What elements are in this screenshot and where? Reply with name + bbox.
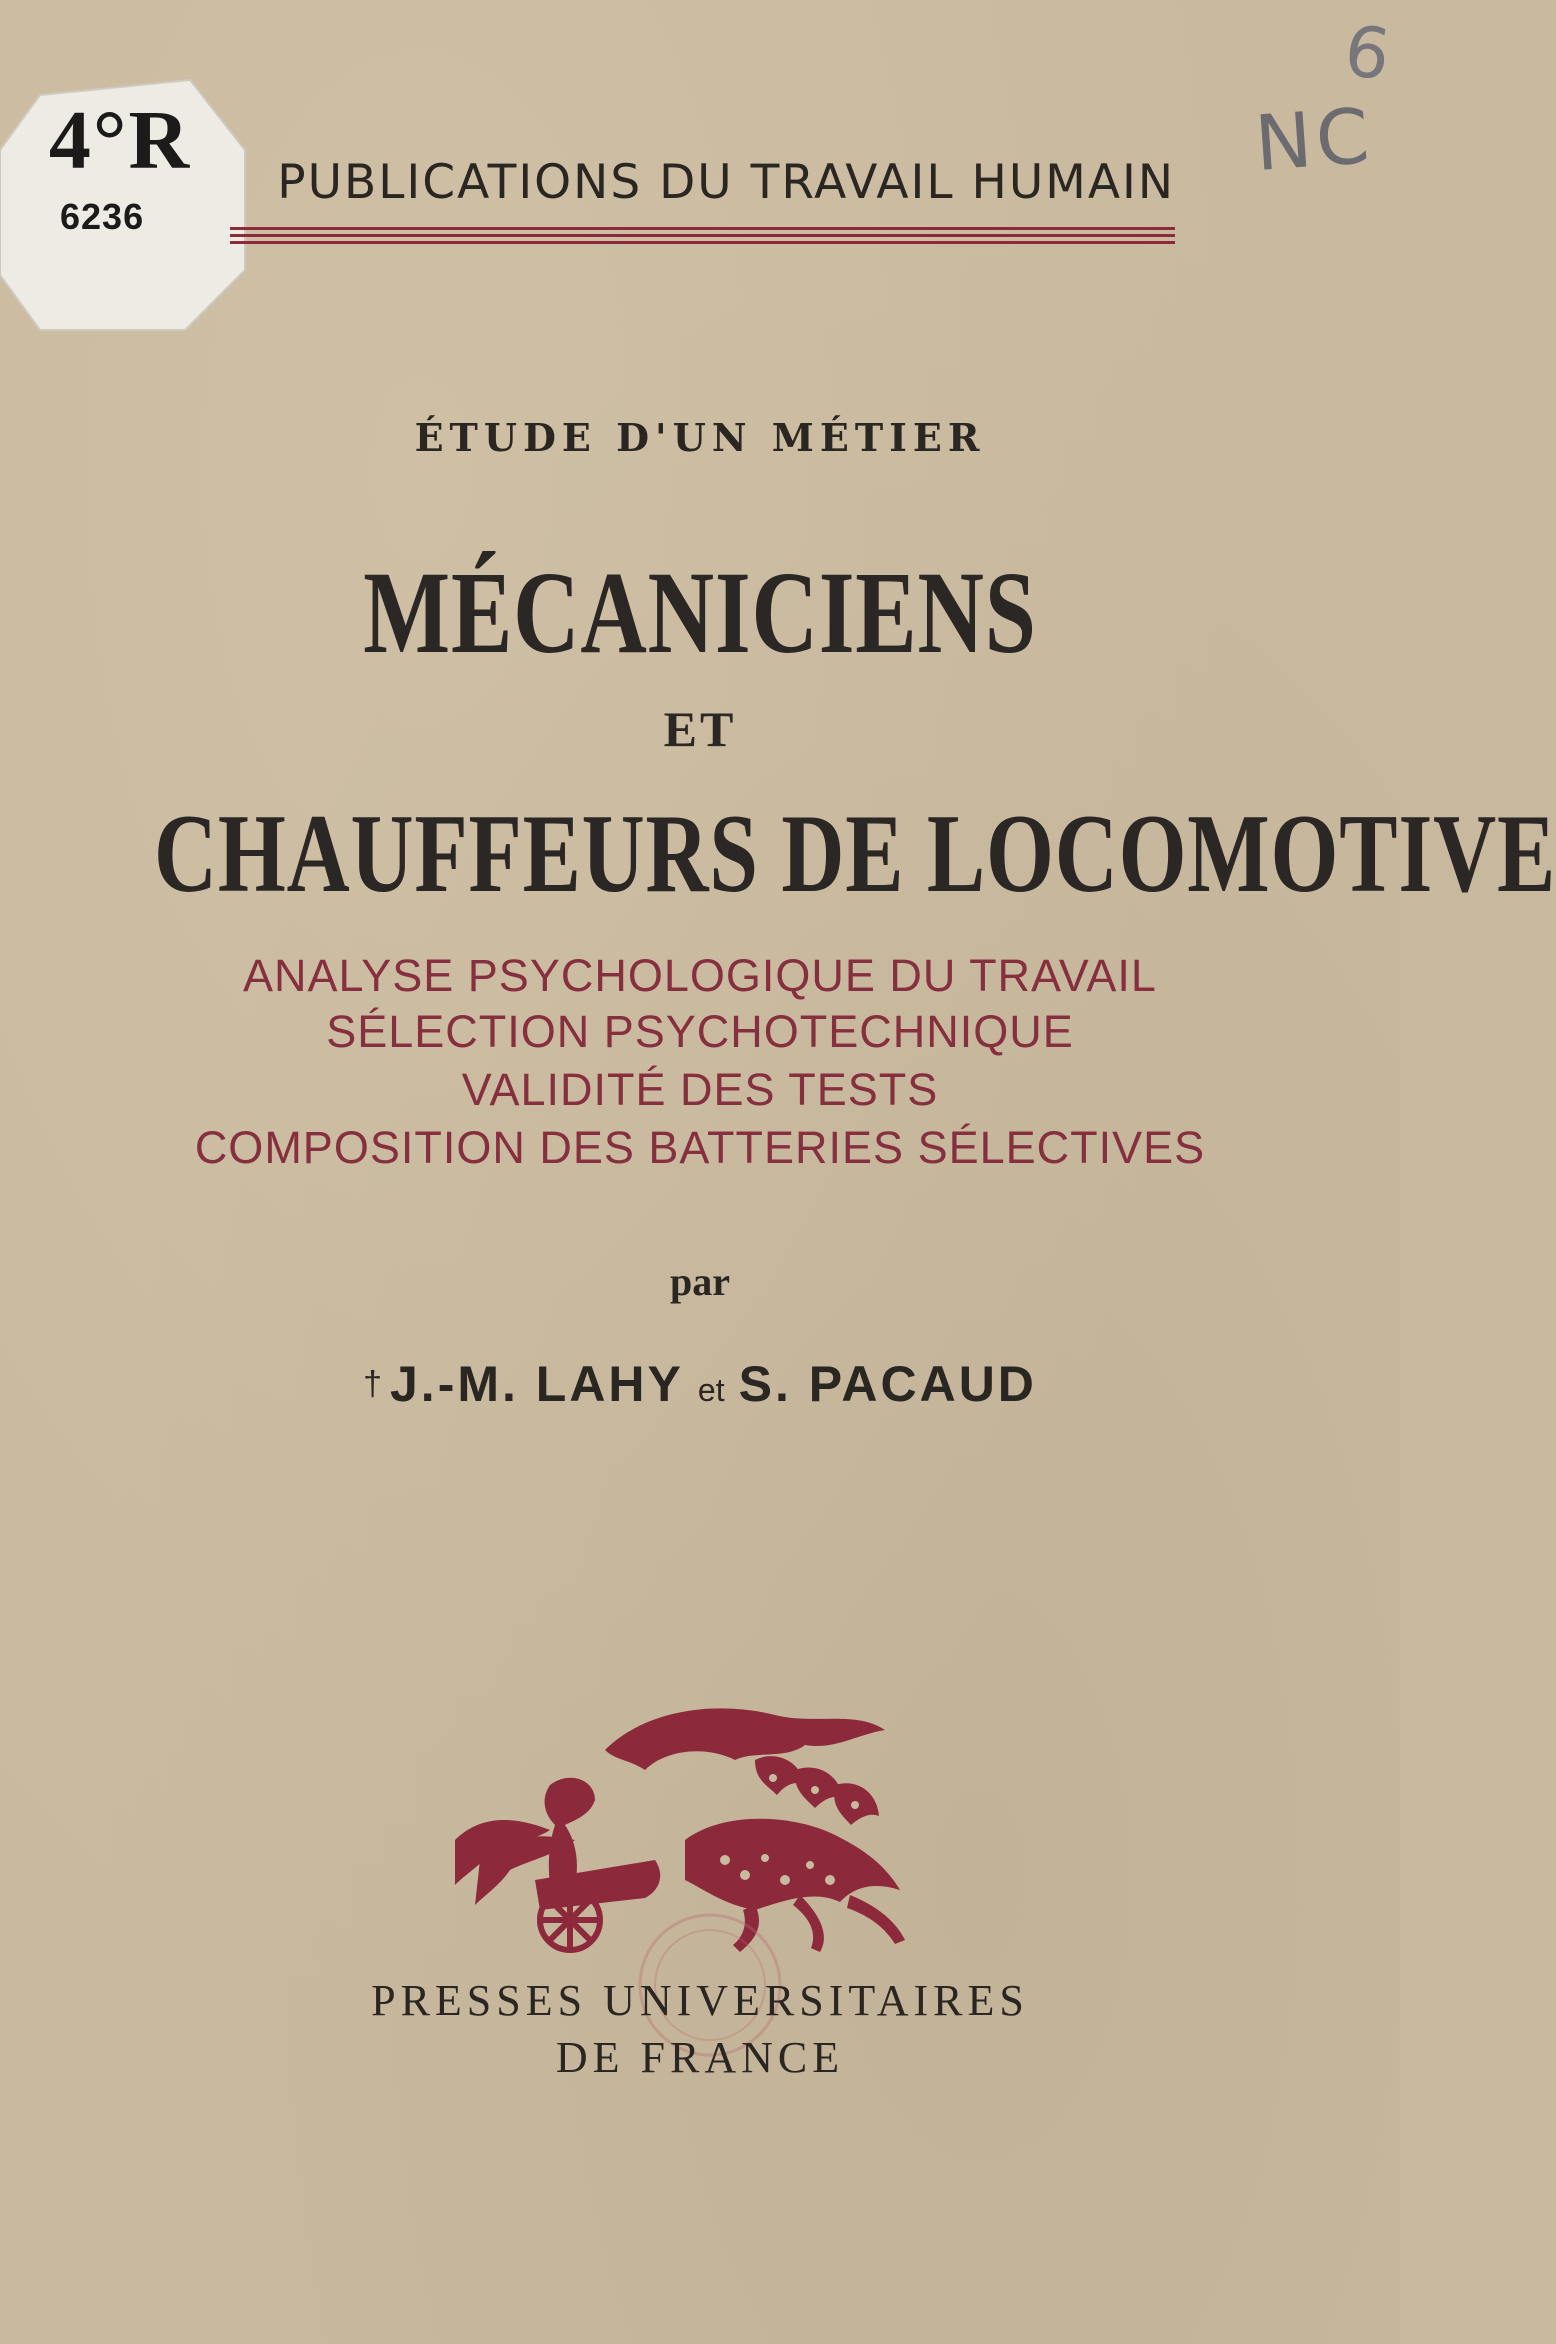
author-name: S. PACAUD xyxy=(738,1356,1037,1412)
series-title: PUBLICATIONS DU TRAVAIL HUMAIN xyxy=(277,155,1175,210)
byline-word: par xyxy=(670,1259,730,1304)
library-call-number: 6236 xyxy=(60,196,145,237)
author-name: J.-M. LAHY xyxy=(390,1356,684,1412)
title-line-1: MÉCANICIENS xyxy=(363,547,1037,678)
author-conjunction: et xyxy=(697,1372,725,1408)
title-line-2: CHAUFFEURS DE LOCOMOTIVE xyxy=(154,792,1556,916)
title-conjunction: ET xyxy=(663,701,737,757)
subtitle-line: VALIDITÉ DES TESTS xyxy=(461,1064,939,1115)
subtitle-line: SÉLECTION PSYCHOTECHNIQUE xyxy=(326,1006,1074,1057)
authors-line xyxy=(0,1355,1400,1413)
dagger-mark: † xyxy=(363,1365,382,1403)
publisher-name-line-2: DE FRANCE xyxy=(555,2033,845,2082)
publisher-name-line-1: PRESSES UNIVERSITAIRES xyxy=(371,1976,1029,2025)
handwritten-digit: 6 xyxy=(1339,9,1396,97)
series-rule-divider xyxy=(230,225,1175,247)
kicker-heading: ÉTUDE D'UN MÉTIER xyxy=(414,415,986,460)
subtitle-line: COMPOSITION DES BATTERIES SÉLECTIVES xyxy=(194,1122,1206,1173)
library-shelfmark: 4°R xyxy=(48,94,192,187)
subtitle-line: ANALYSE PSYCHOLOGIQUE DU TRAVAIL xyxy=(243,950,1157,1001)
handwritten-note: NC xyxy=(1252,90,1376,189)
